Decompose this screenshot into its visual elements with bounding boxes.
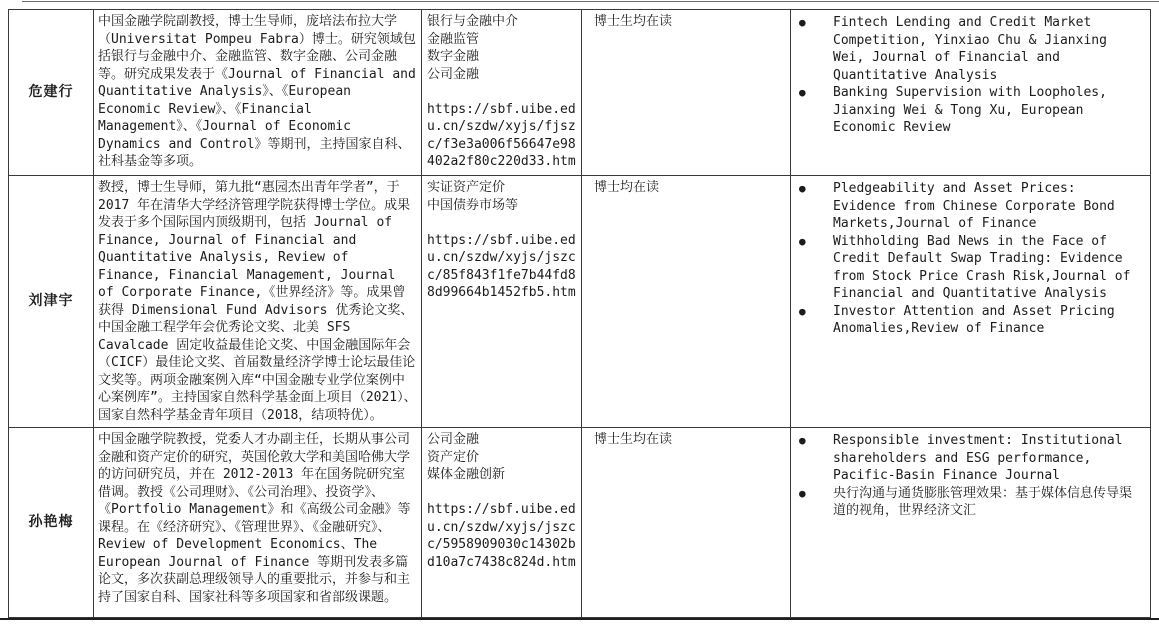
faculty-name-text: 孙艳梅 — [28, 513, 74, 530]
faculty-name-text: 刘津宇 — [28, 292, 74, 309]
publications-cell — [791, 10, 1151, 176]
bullet-icon: ● — [799, 182, 806, 195]
bullet-icon: ● — [799, 486, 806, 500]
faculty-name — [9, 428, 94, 618]
research-area: 中国债券市场等 — [427, 197, 519, 213]
table-bottom-rule — [0, 618, 1159, 620]
research-area: 金融监管 — [427, 31, 480, 47]
research-area: 资产定价 — [427, 449, 480, 465]
publication-item — [799, 432, 1144, 485]
bullet-icon: ● — [799, 434, 806, 447]
faculty-bio-text: 中国金融学院副教授，博士生导师，庞培法布拉大学（Universitat Pompeu Fabra）博士。研究领域包括银行与金融中介、金融监管、数字金融、公司金融等。研究成果发表于《Journal of Financial and Quantitative Analysis》、《European Economic Review》、《Financial Management》、《Journal of Economic Dynamics and Control》等期刊，主持国家自科、社科基金等多项。 — [98, 14, 416, 169]
profile-url: https://sbf.uibe.edu.cn/szdw/xyjs/fjszc/f3e3a006f56647e98402a2f80c220d33.htm — [427, 101, 576, 169]
publication-item — [799, 485, 1144, 520]
publications-cell — [791, 176, 1151, 428]
status-cell — [582, 428, 791, 618]
research-cell — [422, 176, 582, 428]
research-area: 公司金融 — [427, 432, 480, 447]
bullet-icon: ● — [799, 86, 806, 99]
page-top-divider — [22, 1, 1159, 2]
faculty-bio-cell — [94, 176, 422, 428]
faculty-table — [8, 9, 1151, 618]
publication-text: Banking Supervision with Loopholes, Jianxing Wei & Tong Xu, European Economic Review — [833, 85, 1107, 135]
publication-text: Investor Attention and Asset Pricing Anomalies,Review of Finance — [833, 303, 1115, 336]
research-area: 实证资产定价 — [427, 180, 506, 195]
status-text: 博士生均在读 — [594, 432, 673, 447]
publication-text: Fintech Lending and Credit Market Competition, Yinxiao Chu & Jianxing Wei, Journal of Financial and Quantitative Analysis — [833, 15, 1107, 83]
status-cell — [582, 176, 791, 428]
faculty-name-text: 危建行 — [28, 83, 74, 100]
faculty-bio-text: 中国金融学院教授，党委人才办副主任，长期从事公司金融和资产定价的研究，英国伦敦大学和美国哈佛大学的访问研究员，并在 2012-2013 年在国务院研究室借调。教授《公司理财》、《公司治理》、投资学》、《Portfolio Management》和《高级公司金融》等课程。在《经济研究》、《管理世界》、《金融研究》、Review of Development Economics、The European Journal of Finance 等期刊发表多篇论文，多次获副总理级领导人的重要批示，并参与和主持了国家自科、国家社科等多项国家和省部级课题。 — [98, 432, 411, 605]
profile-url: https://sbf.uibe.edu.cn/szdw/xyjs/jszcc/5958909030c14302bd10a7c7438c824d.htm — [427, 502, 576, 570]
publication-item — [799, 233, 1144, 303]
research-cell — [422, 10, 582, 176]
publication-text: 央行沟通与通货膨胀管理效果：基于媒体信息传导渠道的视角，世界经济文汇 — [833, 485, 1133, 518]
research-cell — [422, 428, 582, 618]
publication-item — [799, 180, 1144, 233]
faculty-bio-cell — [94, 428, 422, 618]
table-row — [9, 10, 1151, 176]
faculty-bio-cell — [94, 10, 422, 176]
bullet-icon: ● — [799, 16, 806, 29]
status-text: 博士生均在读 — [594, 14, 673, 29]
publication-item — [799, 84, 1144, 137]
publication-text: Pledgeability and Asset Prices: Evidence from Chinese Corporate Bond Markets,Journal of Finance — [833, 181, 1115, 231]
table-row — [9, 428, 1151, 618]
publication-text: Responsible investment: Institutional shareholders and ESG performance, Pacific-Basin Finance Journal — [833, 433, 1123, 483]
status-cell — [582, 10, 791, 176]
research-area: 媒体金融创新 — [427, 467, 506, 482]
faculty-bio-text: 教授，博士生导师，第九批“惠园杰出青年学者”，于 2017 年在清华大学经济管理学院获得博士学位。成果发表于多个国际国内顶级期刊，包括 Journal of Finance, Journal of Financial and Quantitative Analysis, Review of Finance, Financial Management, Journal of Corporate Finance,《世界经济》等。成果曾获得 Dimensional Fund Advisors 优秀论文奖、中国金融工程学年会优秀论文奖、北美 SFS Cavalcade 固定收益最佳论文奖、中国金融国际年会（CICF）最佳论文奖、首届数量经济学博士论坛最佳论文奖等。两项金融案例入库“中国金融专业学位案例中心案例库”。主持国家自然科学基金面上项目（2021）、国家自然科学基金青年项目（2018，结项特优）。 — [98, 180, 417, 423]
faculty-name — [9, 176, 94, 428]
bullet-icon: ● — [799, 234, 806, 248]
bullet-icon: ● — [799, 304, 806, 318]
faculty-name — [9, 10, 94, 176]
table-row — [9, 176, 1151, 428]
profile-url: https://sbf.uibe.edu.cn/szdw/xyjs/jszcc/85f843f1fe7b44fd88d99664b1452fb5.htm — [427, 232, 576, 300]
publication-item — [799, 14, 1144, 84]
research-area: 公司金融 — [427, 66, 480, 82]
research-area: 银行与金融中介 — [427, 14, 519, 29]
publication-text: Withholding Bad News in the Face of Credit Default Swap Trading: Evidence from Stock Price Crash Risk,Journal of Financial and Quantitative Analysis — [833, 233, 1131, 301]
publications-cell — [791, 428, 1151, 618]
publication-item — [799, 303, 1144, 338]
research-area: 数字金融 — [427, 49, 480, 64]
status-text: 博士均在读 — [594, 180, 660, 195]
